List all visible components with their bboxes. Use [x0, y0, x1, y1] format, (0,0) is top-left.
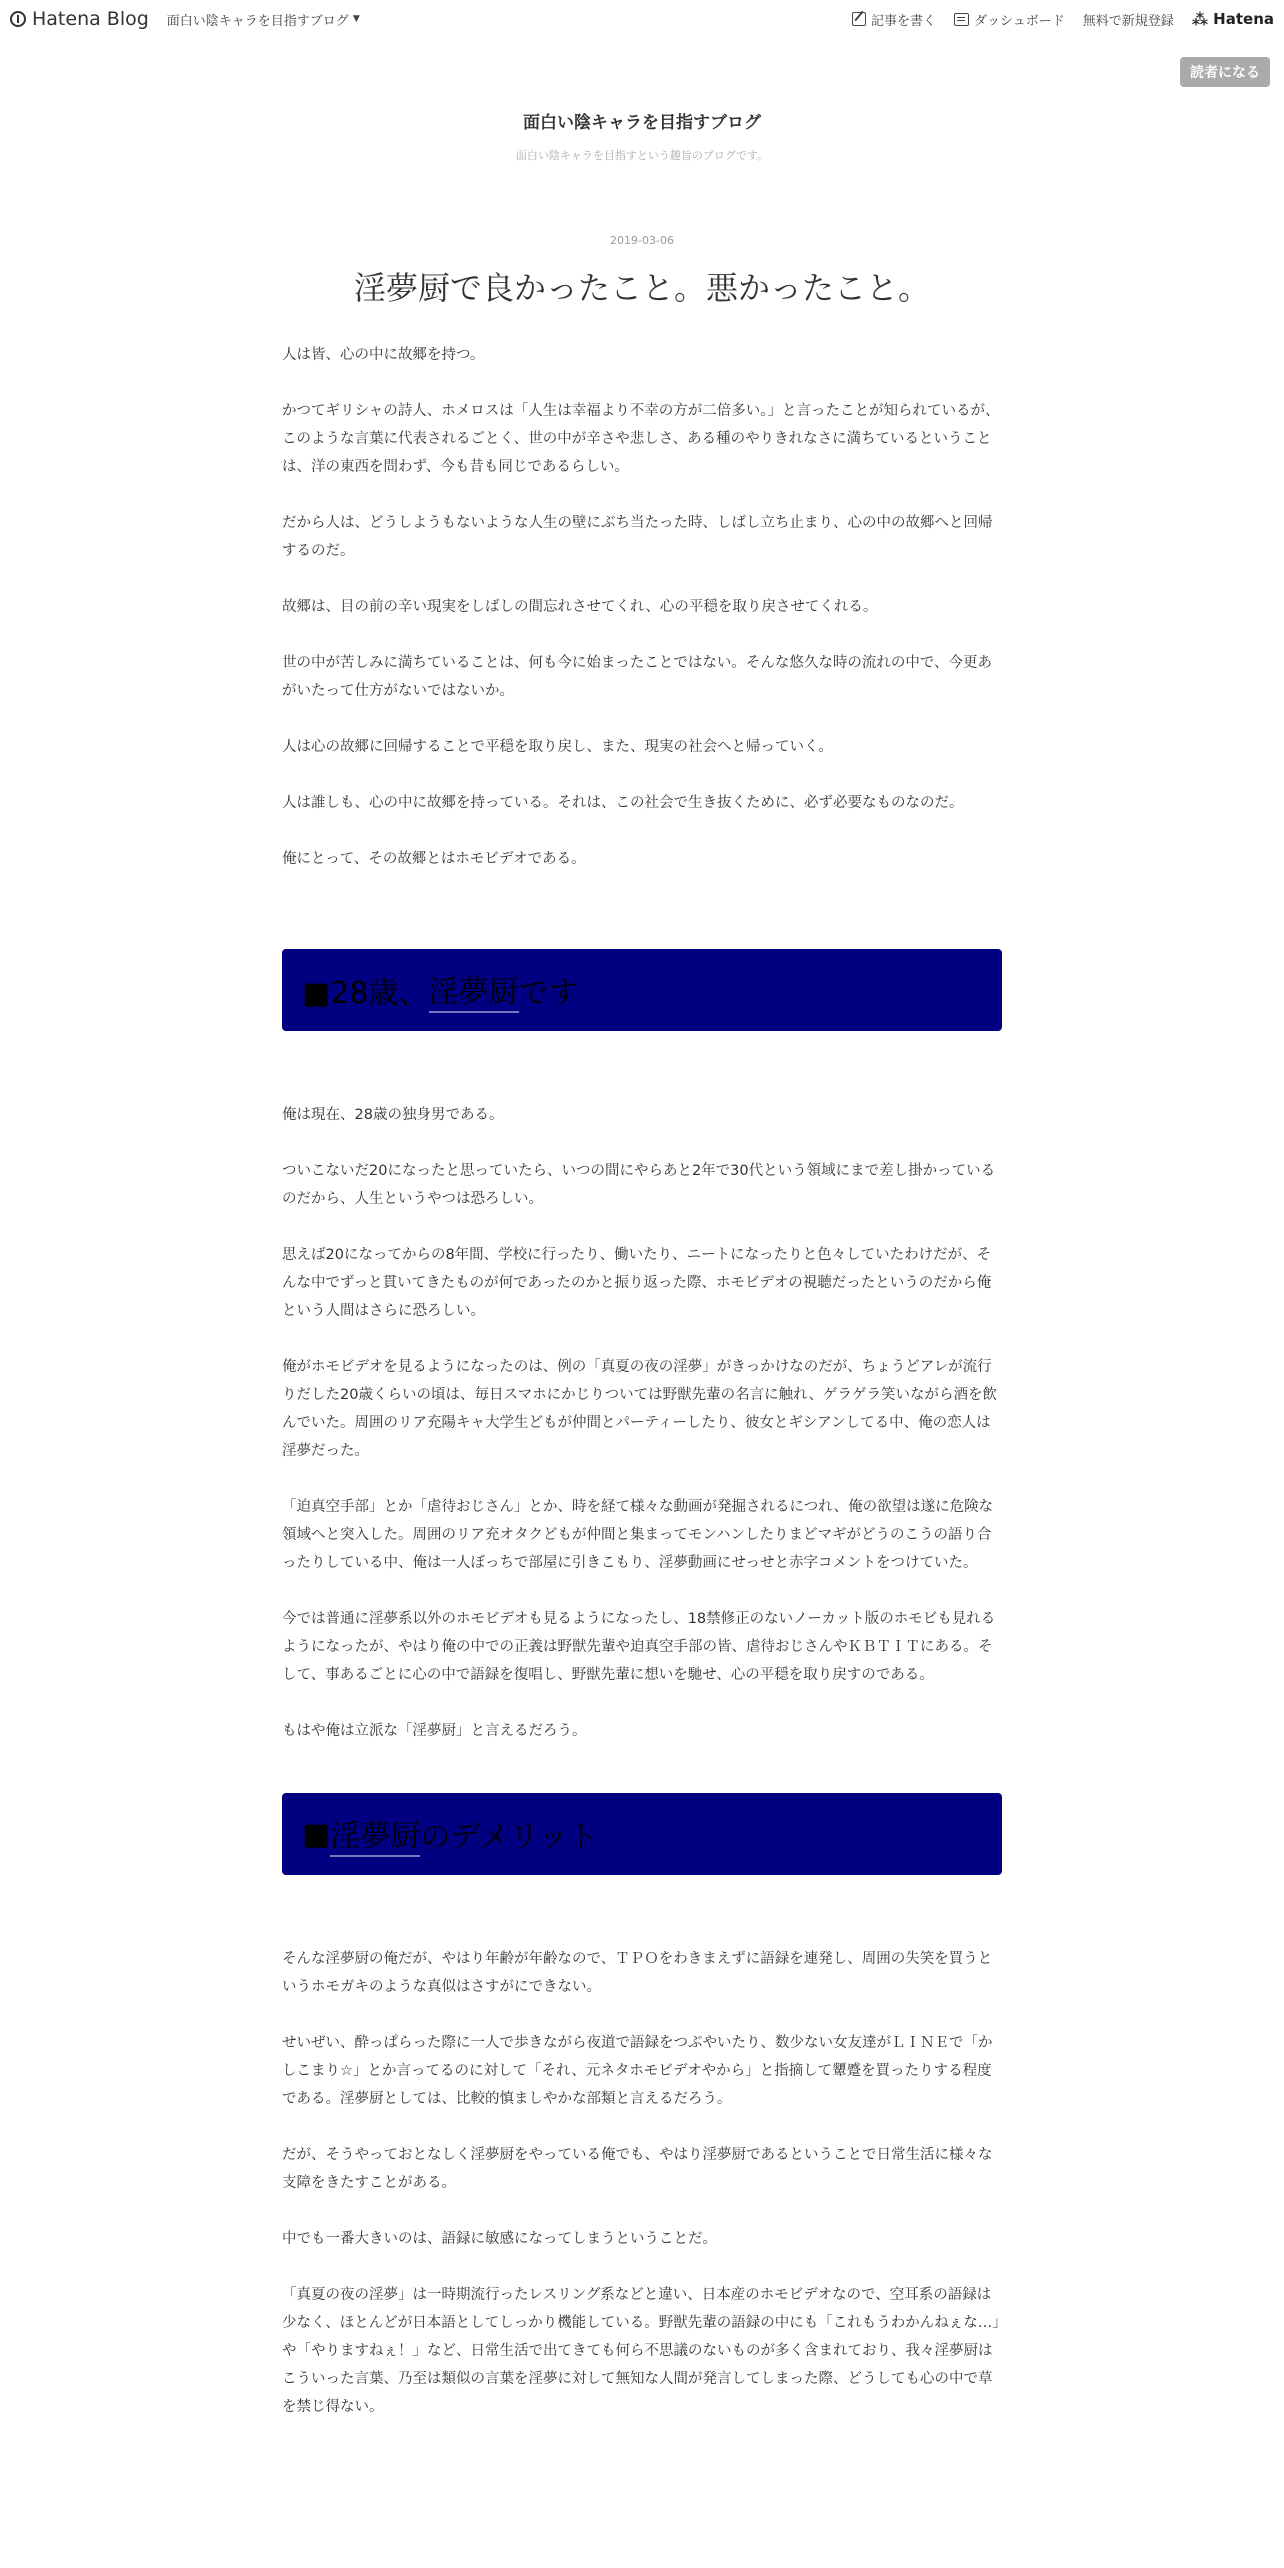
heading-text: のデメリット: [420, 1820, 598, 1856]
dashboard-icon: [954, 13, 969, 26]
paragraph: ついこないだ20になったと思っていたら、いつの間にやらあと2年で30代という領域にまで差し掛かっているのだから、人生というやつは恐ろしい。: [282, 1163, 996, 1208]
paragraph: もはや俺は立派な「淫夢厨」と言えるだろう。: [282, 1723, 587, 1740]
heading-text: です: [518, 976, 579, 1012]
heading-text: ■28歳、: [302, 976, 429, 1012]
blog-switcher-label: 面白い陰キャラを目指すブログ: [166, 13, 349, 29]
edit-icon: [852, 12, 866, 26]
paragraph: 「迫真空手部」とか「虐待おじさん」とか、時を経て様々な動画が発掘されるにつれ、俺の欲望は遂に危険な領域へと突入した。周囲のリア充オタクどもが仲間と集まってモンハンしたりまどマギがどうのこうの語り合ったりしている中、俺は一人ぼっちで部屋に引きこもり、淫夢動画にせっせと赤字コメントをつけていた。: [282, 1499, 994, 1572]
blog-title[interactable]: 面白い陰キャラを目指すブログ: [523, 113, 761, 133]
paragraph: そんな淫夢厨の俺だが、やはり年齢が年齢なので、ＴＰＯをわきまえずに語録を連発し、周囲の失笑を買うというホモガキのような真似はさすがにできない。: [282, 1951, 993, 1996]
hatena-label: Hatena: [1213, 10, 1274, 28]
paragraph: 世の中が苦しみに満ちていることは、何も今に始まったことではない。そんな悠久な時の流れの中で、今更あがいたって仕方がないではないか。: [282, 655, 993, 700]
hatena-menu[interactable]: [1192, 10, 1274, 29]
header-left: [10, 8, 360, 30]
signup-label: 無料で新規登録: [1082, 13, 1174, 29]
paragraph: 俺がホモビデオを見るようになったのは、例の「真夏の夜の淫夢」がきっかけなのだが、ちょうどアレが流行りだした20歳くらいの頃は、毎日スマホにかじりついては野獣先輩の名言に触れ、ゲラゲラ笑いながら酒を飲んでいた。周囲のリア充陽キャ大学生どもが仲間とパーティーしたり、彼女とギシアンしてる中、俺の恋人は淫夢だった。: [282, 1359, 998, 1460]
paragraph: かつてギリシャの詩人、ホメロスは「人生は幸福より不幸の方が二倍多い。」と言ったことが知られているが、このような言葉に代表されるごとく、世の中が辛さや悲しさ、ある種のやりきれなさに満ちているということは、洋の東西を問わず、今も昔も同じであるらしい。: [282, 403, 1000, 476]
paragraph: 思えば20になってからの8年間、学校に行ったり、働いたり、ニートになったりと色々していたわけだが、そんな中でずっと貫いてきたものが何であったのかと振り返った際、ホモビデオの視聴だったというのだから俺という人間はさらに恐ろしい。: [282, 1247, 992, 1320]
paragraph: だから人は、どうしようもないような人生の壁にぶち当たった時、しばし立ち止まり、心の中の故郷へと回帰するのだ。: [282, 515, 993, 560]
entry-title[interactable]: 淫夢厨で良かったこと。悪かったこと。: [353, 269, 930, 307]
paragraph: だが、そうやっておとなしく淫夢厨をやっている俺でも、やはり淫夢厨であるということで日常生活に様々な支障をきたすことがある。: [282, 2147, 993, 2192]
keyword-link[interactable]: 淫夢厨: [429, 967, 519, 1013]
blog-switcher[interactable]: [167, 10, 360, 29]
blog-header: [0, 108, 1284, 163]
paragraph: 今では普通に淫夢系以外のホモビデオも見るようになったし、18禁修正のないノーカット版のホモビも見れるようになったが、やはり俺の中での正義は野獣先輩や迫真空手部の皆、虐待おじさんやＫＢＴＩＴにある。そして、事あるごとに心の中で語録を復唱し、野獣先輩に想いを馳せ、心の平穏を取り戻すのである。: [282, 1611, 996, 1684]
paragraph: 人は心の故郷に回帰することで平穏を取り戻し、また、現実の社会へと帰っていく。: [282, 739, 833, 756]
write-entry-label: 記事を書く: [871, 13, 937, 29]
paragraph: 中でも一番大きいのは、語録に敏感になってしまうということだ。: [282, 2231, 717, 2248]
section-heading-demerit: [282, 1793, 1002, 1875]
dashboard-label: ダッシュボード: [974, 13, 1065, 29]
header-right: [852, 10, 1274, 29]
hatena-asterisk-icon: ⁂: [1191, 9, 1209, 29]
keyword-link[interactable]: 淫夢厨: [330, 1811, 420, 1857]
blog-description: 面白い陰キャラを目指すという趣旨のブログです。: [515, 149, 769, 162]
logo-text: Hatena Blog: [32, 8, 149, 30]
dashboard-link[interactable]: [954, 10, 1065, 29]
write-entry-link[interactable]: [852, 10, 936, 29]
article: [282, 234, 1002, 2449]
paragraph: 人は皆、心の中に故郷を持つ。: [282, 347, 485, 364]
heading-text: ■: [302, 1816, 331, 1852]
global-header: [0, 0, 1284, 38]
paragraph: 「真夏の夜の淫夢」は一時期流行ったレスリング系などと違い、日本産のホモビデオなので、空耳系の語録は少なく、ほとんどが日本語としてしっかり機能している。野獣先輩の語録の中にも「これもうわかんねぇな…」や「やりますねぇ！」など、日常生活で出てきても何ら不思議のないものが多く含まれており、我々淫夢厨はこういった言葉、乃至は類似の言葉を淫夢に対して無知な人間が発言してしまった際、どうしても心の中で草を禁じ得ない。: [282, 2287, 1000, 2416]
paragraph: せいぜい、酔っぱらった際に一人で歩きながら夜道で語録をつぶやいたり、数少ない女友達がＬＩＮＥで「かしこまり☆」とか言ってるのに対して「それ、元ネタホモビデオやから」と指摘して顰蹙を買ったりする程度である。淫夢厨としては、比較的慎ましやかな部類と言えるだろう。: [282, 2035, 993, 2108]
signup-link[interactable]: [1083, 10, 1174, 29]
paragraph: 故郷は、目の前の辛い現実をしばしの間忘れさせてくれ、心の平穏を取り戻させてくれる。: [282, 599, 878, 616]
paragraph: 俺にとって、その故郷とはホモビデオである。: [282, 851, 586, 868]
paragraph: 俺は現在、28歳の独身男である。: [282, 1107, 504, 1124]
subscribe-button[interactable]: 読者になる: [1180, 57, 1270, 87]
entry-date[interactable]: 2019-03-06: [610, 234, 674, 247]
caret-down-icon: ▼: [352, 14, 360, 24]
paragraph: 人は誰しも、心の中に故郷を持っている。それは、この社会で生き抜くために、必ず必要なものなのだ。: [282, 795, 964, 812]
hatena-blog-logo-icon: [10, 11, 26, 27]
section-heading-28: [282, 949, 1002, 1031]
hatena-blog-logo[interactable]: [10, 8, 149, 30]
